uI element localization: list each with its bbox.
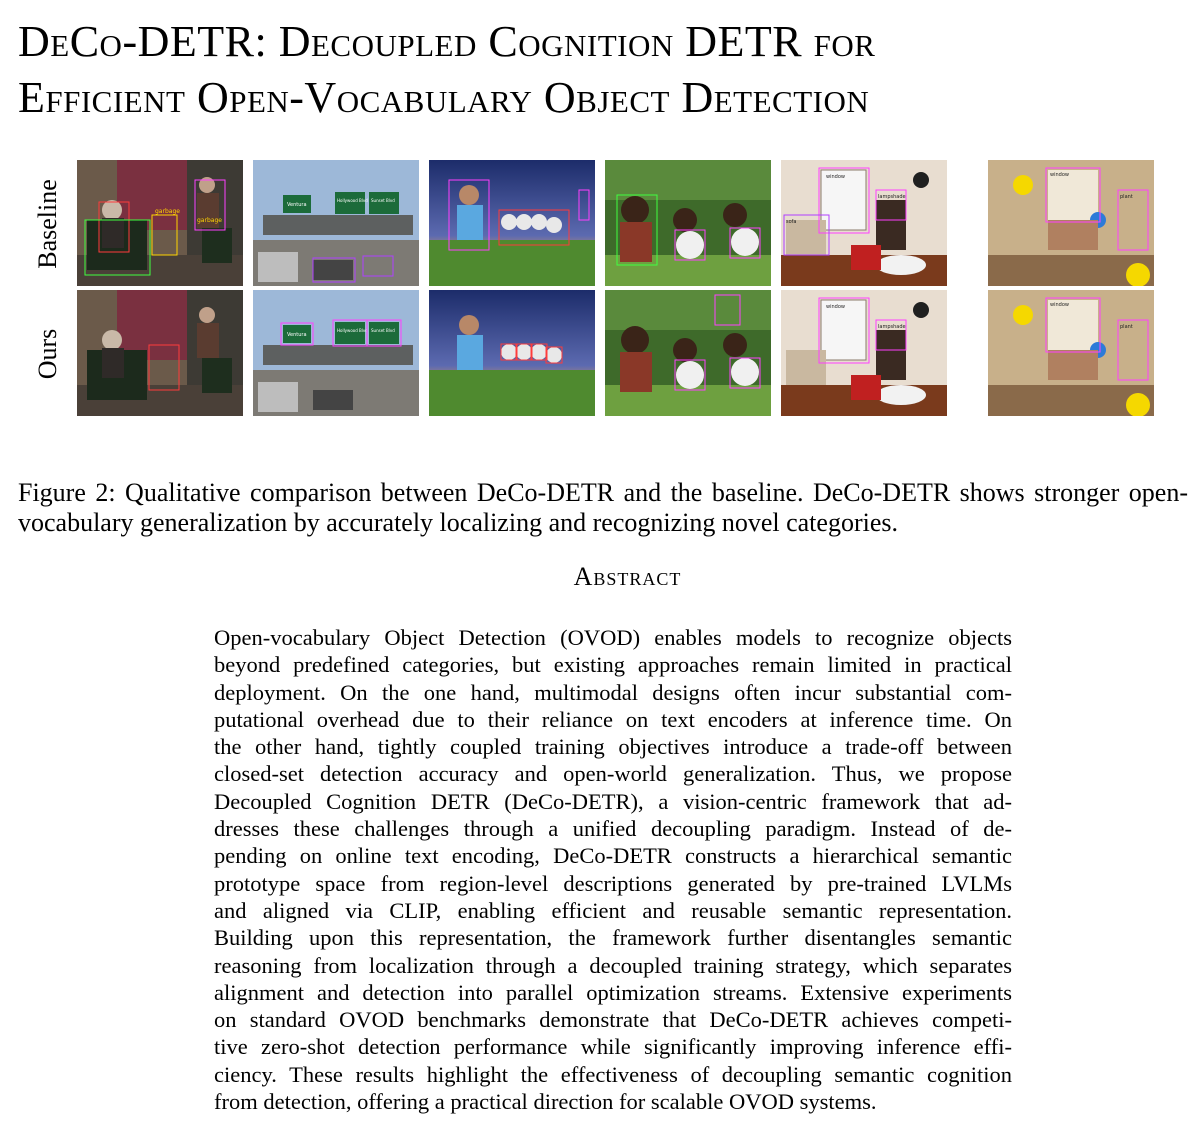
abstract-line: Building upon this representation, the framework further disentangles semantic (214, 925, 1012, 951)
abstract-line: beyond predefined categories, but existing approaches remain limited in practical (214, 652, 1012, 678)
baseline-image-kitchen (988, 160, 1154, 286)
street-label-3: Sunset Blvd (371, 198, 395, 203)
row-label-ours-text: Ours (33, 328, 62, 379)
baseline-image-street (253, 160, 419, 286)
baseline-image-living-room (781, 160, 947, 286)
ours-room-label-1: window (826, 304, 845, 310)
ours-image-kitchen (988, 290, 1154, 416)
abstract-line: prototype space from region-level descriptions generated by pre-trained LVLMs (214, 870, 1012, 896)
ours-street-label-2: Hollywood Blvd (337, 328, 368, 333)
bench-label-2: garbage (197, 217, 222, 224)
abstract-line: Decoupled Cognition DETR (DeCo-DETR), a vision-centric framework that ad- (214, 788, 1012, 814)
row-label-ours (22, 290, 74, 417)
abstract-line: and aligned via CLIP, enabling efficient and reusable semantic representation. (214, 897, 1012, 923)
ours-image-kids-grass (605, 290, 771, 416)
room-label-1: window (826, 174, 845, 180)
abstract-line: pending on online text encoding, DeCo-DETR constructs a hierarchical semantic (214, 843, 1012, 869)
ours-street-label-1: Ventura (287, 332, 307, 338)
abstract-line: dresses these challenges through a unified decoupling paradigm. Instead of de- (214, 816, 1012, 842)
ours-image-living-room (781, 290, 947, 416)
row-label-baseline-text: Baseline (33, 178, 62, 269)
abstract-body (214, 624, 1012, 1115)
kitchen-label-2: plant (1120, 194, 1133, 200)
ours-image-street (253, 290, 419, 416)
ours-image-bench (77, 290, 243, 416)
kitchen-label-1: window (1050, 172, 1069, 178)
abstract-line: on standard OVOD benchmarks demonstrate that DeCo-DETR achieves competi- (214, 1007, 1012, 1033)
abstract-line: tive zero-shot detection performance while significantly improving inference effi- (214, 1034, 1012, 1060)
title-line-2: Efficient Open-Vocabulary Object Detection (18, 73, 870, 122)
street-label-1: Ventura (287, 202, 307, 208)
ours-image-kids-sunset (429, 290, 595, 416)
title-line-1: DeCo-DETR: Decoupled Cognition DETR for (18, 17, 876, 66)
abstract-line: ciency. These results highlight the effectiveness of decoupling semantic cognition (214, 1061, 1012, 1087)
paper-title (18, 14, 1188, 126)
room-label-3: sofa (786, 219, 797, 225)
figure-caption: Figure 2: Qualitative comparison between DeCo-DETR and the baseline. DeCo-DETR shows stronger open-vocabulary generalization by accurately localizing and recognizing novel categories. (18, 478, 1188, 537)
abstract-line: deployment. On the one hand, multimodal designs often incur substantial com- (214, 679, 1012, 705)
abstract-line: from detection, offering a practical direction for scalable OVOD systems. (214, 1089, 877, 1115)
baseline-image-kids-sunset (429, 160, 595, 286)
street-label-2: Hollywood Blvd (337, 198, 368, 203)
abstract-line: closed-set detection accuracy and open-world generalization. Thus, we propose (214, 761, 1012, 787)
row-label-baseline (22, 160, 74, 287)
bench-label-1: garbage (155, 208, 180, 215)
baseline-image-kids-grass (605, 160, 771, 286)
abstract-line: Open-vocabulary Object Detection (OVOD) enables models to recognize objects (214, 625, 1012, 650)
baseline-image-bench (77, 160, 243, 286)
abstract-heading: Abstract (573, 562, 682, 591)
abstract-line: putational overhead due to their reliance on text encoders at inference time. On (214, 706, 1012, 732)
ours-kitchen-label-2: plant (1120, 324, 1133, 330)
room-label-2: lampshade (878, 194, 906, 200)
ours-room-label-2: lampshade (878, 324, 906, 330)
abstract-line: alignment and detection into parallel optimization streams. Extensive experiments (214, 979, 1012, 1005)
abstract-line: the other hand, tightly coupled training objectives introduce a trade-off between (214, 734, 1012, 760)
ours-kitchen-label-1: window (1050, 302, 1069, 308)
abstract-line: reasoning from localization through a decoupled training strategy, which separates (214, 952, 1012, 978)
ours-street-label-3: Sunset Blvd (371, 328, 395, 333)
qualitative-figure (22, 157, 1190, 419)
